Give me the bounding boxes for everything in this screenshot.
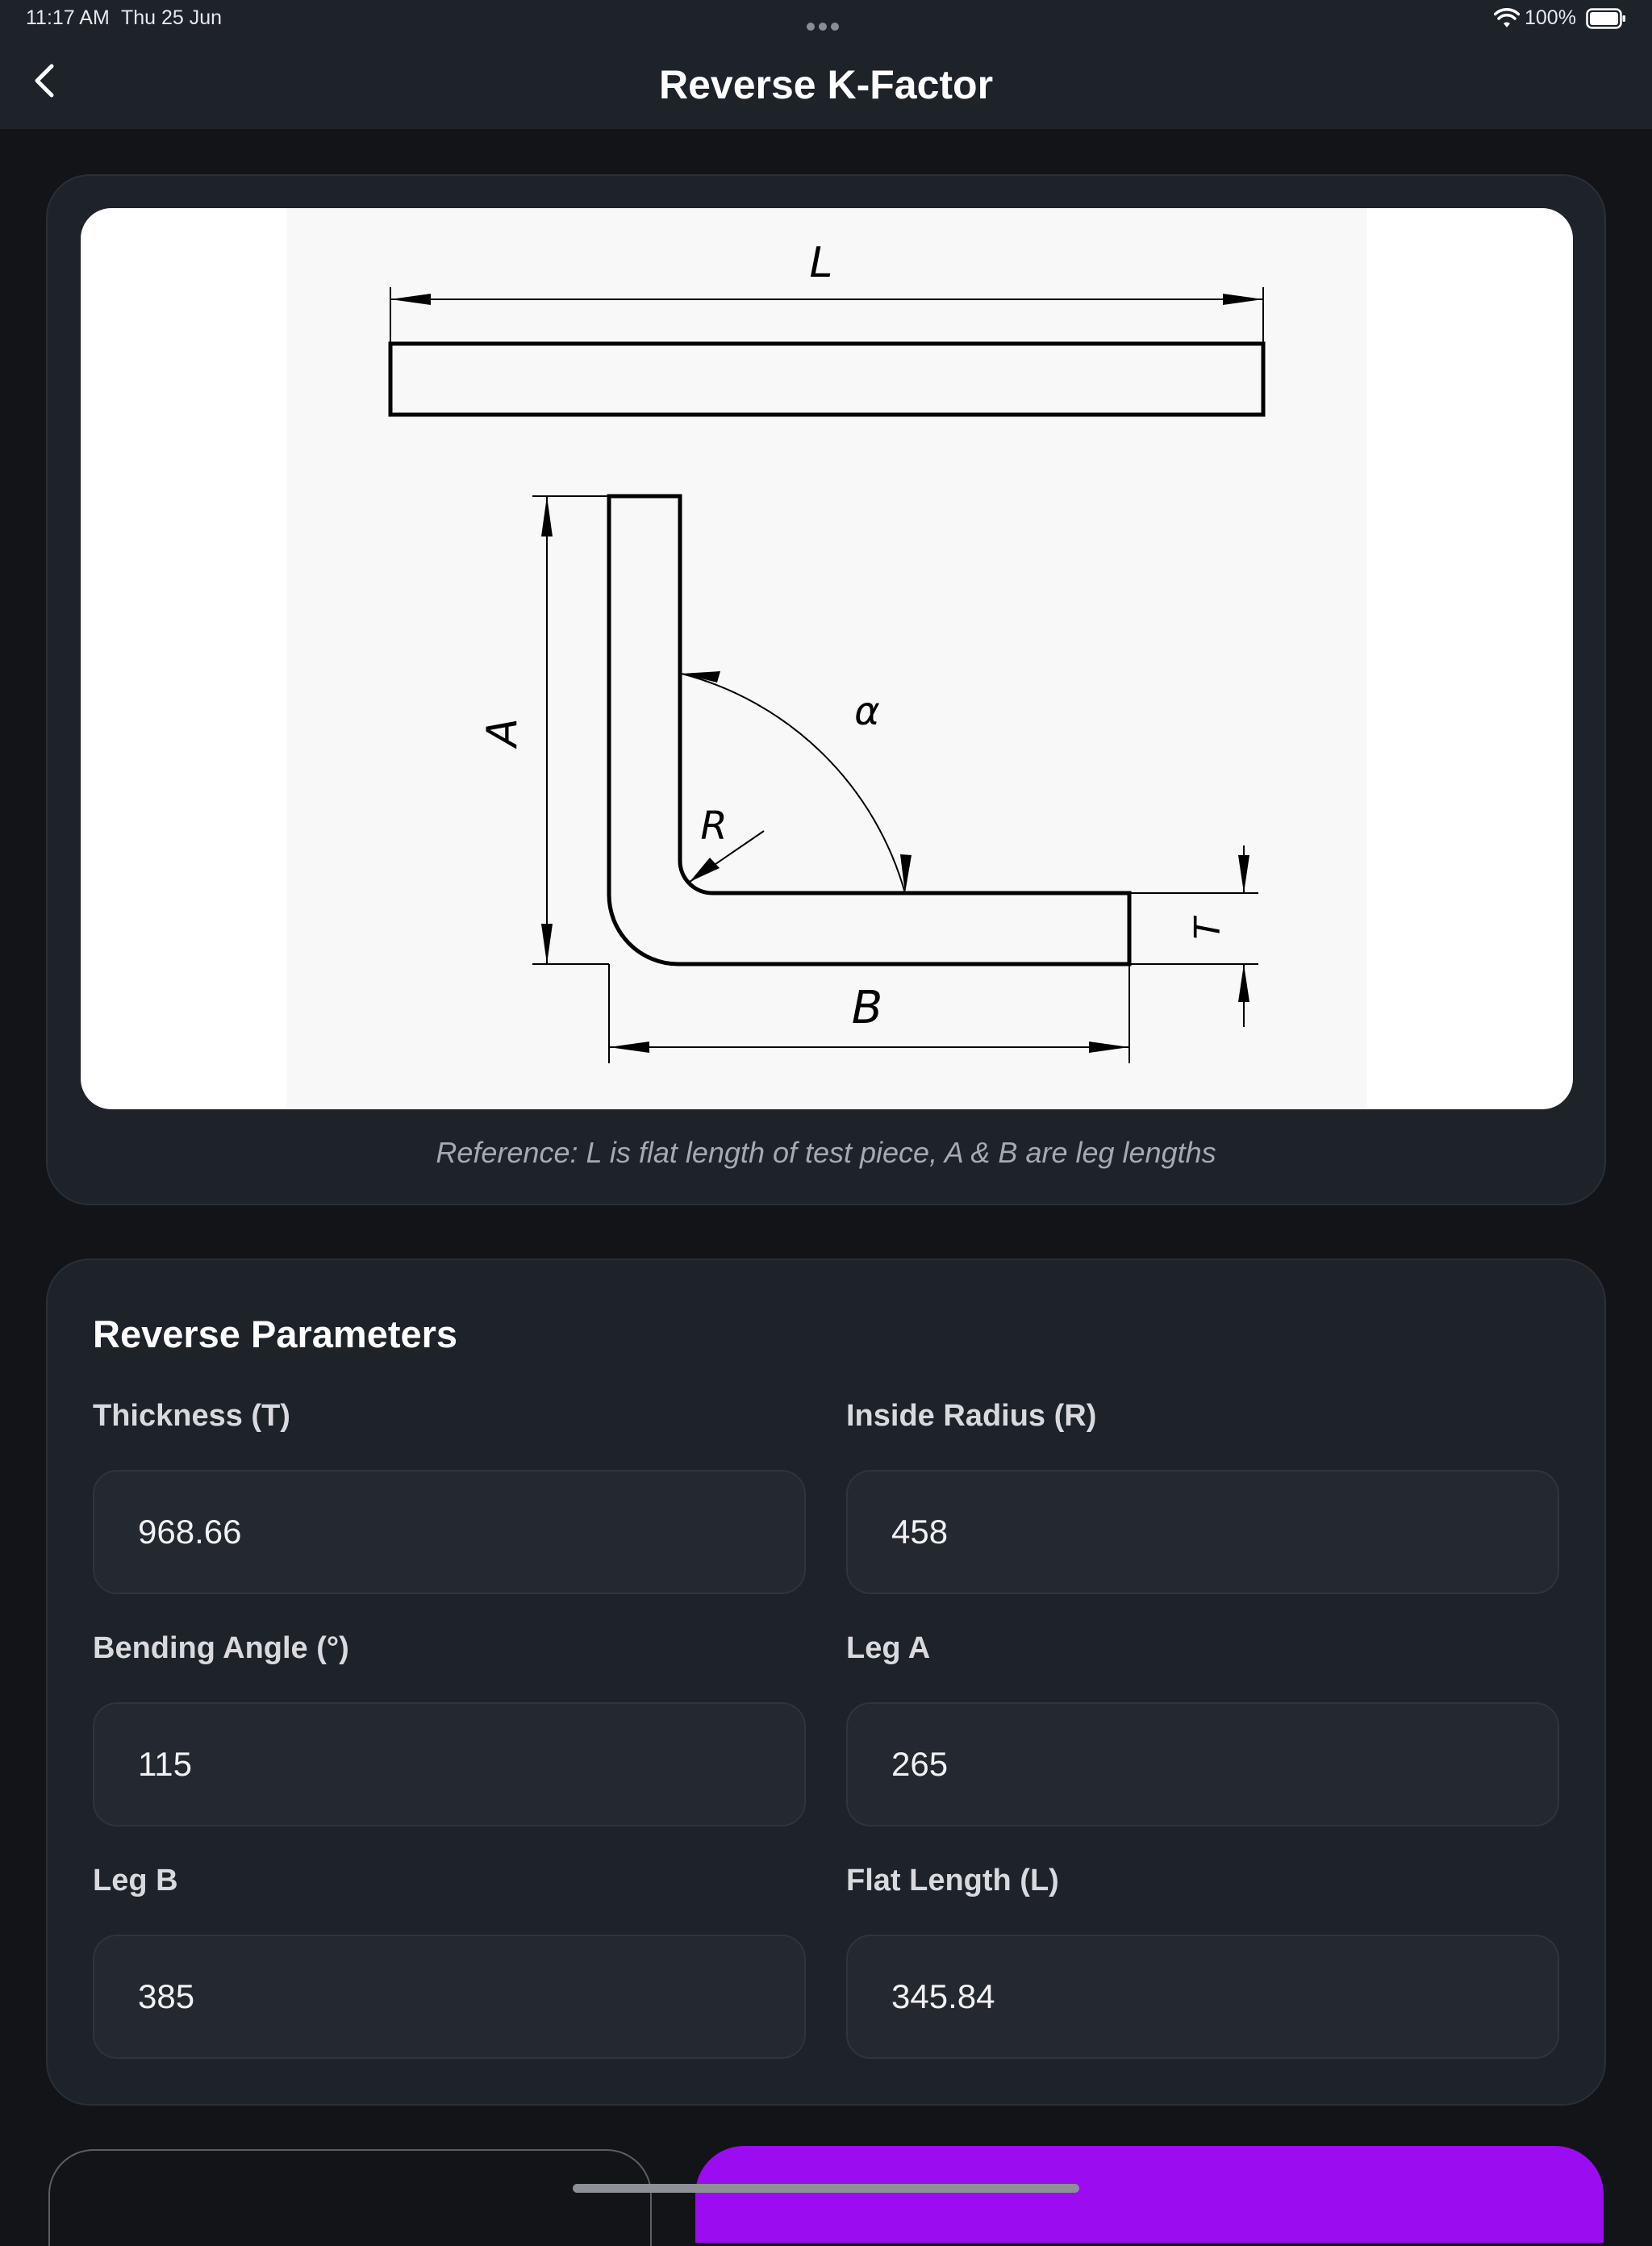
label-a: A — [478, 718, 527, 747]
bend-diagram-drawing — [81, 208, 1573, 1109]
bending-angle-input[interactable] — [93, 1702, 806, 1826]
navigation-bar — [0, 39, 1652, 129]
battery-icon — [1586, 8, 1626, 29]
diagram-caption: Reference: L is flat length of test piece, A & B are leg lengths — [436, 1136, 1216, 1169]
wifi-icon — [1494, 8, 1520, 29]
battery-percentage: 100% — [1525, 6, 1576, 29]
primary-action-button[interactable] — [695, 2146, 1604, 2243]
thickness-input[interactable] — [93, 1470, 806, 1594]
multitasking-dots-icon[interactable] — [807, 13, 845, 23]
page-title: Reverse K-Factor — [658, 62, 994, 107]
secondary-action-button[interactable] — [48, 2149, 652, 2246]
leg-a-label: Leg A — [846, 1631, 931, 1665]
label-t: T — [1187, 917, 1229, 940]
parameters-card — [46, 1259, 1606, 2106]
flat-length-label: Flat Length (L) — [846, 1864, 1059, 1897]
inside-radius-input[interactable] — [846, 1470, 1559, 1594]
status-time: 11:17 AM — [26, 6, 110, 29]
status-date: Thu 25 Jun — [121, 6, 223, 29]
thickness-label: Thickness (T) — [93, 1399, 290, 1433]
label-r: R — [700, 804, 728, 849]
leg-b-input[interactable] — [93, 1935, 806, 2059]
bend-diagram — [81, 208, 1573, 1109]
label-l: L — [809, 239, 833, 287]
label-alpha: α — [854, 689, 880, 734]
diagram-card — [46, 174, 1606, 1205]
leg-b-label: Leg B — [93, 1864, 178, 1897]
label-b: B — [851, 982, 883, 1034]
flat-length-input[interactable] — [846, 1935, 1559, 2059]
parameters-title: Reverse Parameters — [93, 1313, 458, 1355]
status-bar — [0, 0, 1652, 39]
leg-a-input[interactable] — [846, 1702, 1559, 1826]
home-indicator — [573, 2184, 1079, 2193]
bending-angle-label: Bending Angle (°) — [93, 1631, 349, 1665]
inside-radius-label: Inside Radius (R) — [846, 1399, 1097, 1433]
